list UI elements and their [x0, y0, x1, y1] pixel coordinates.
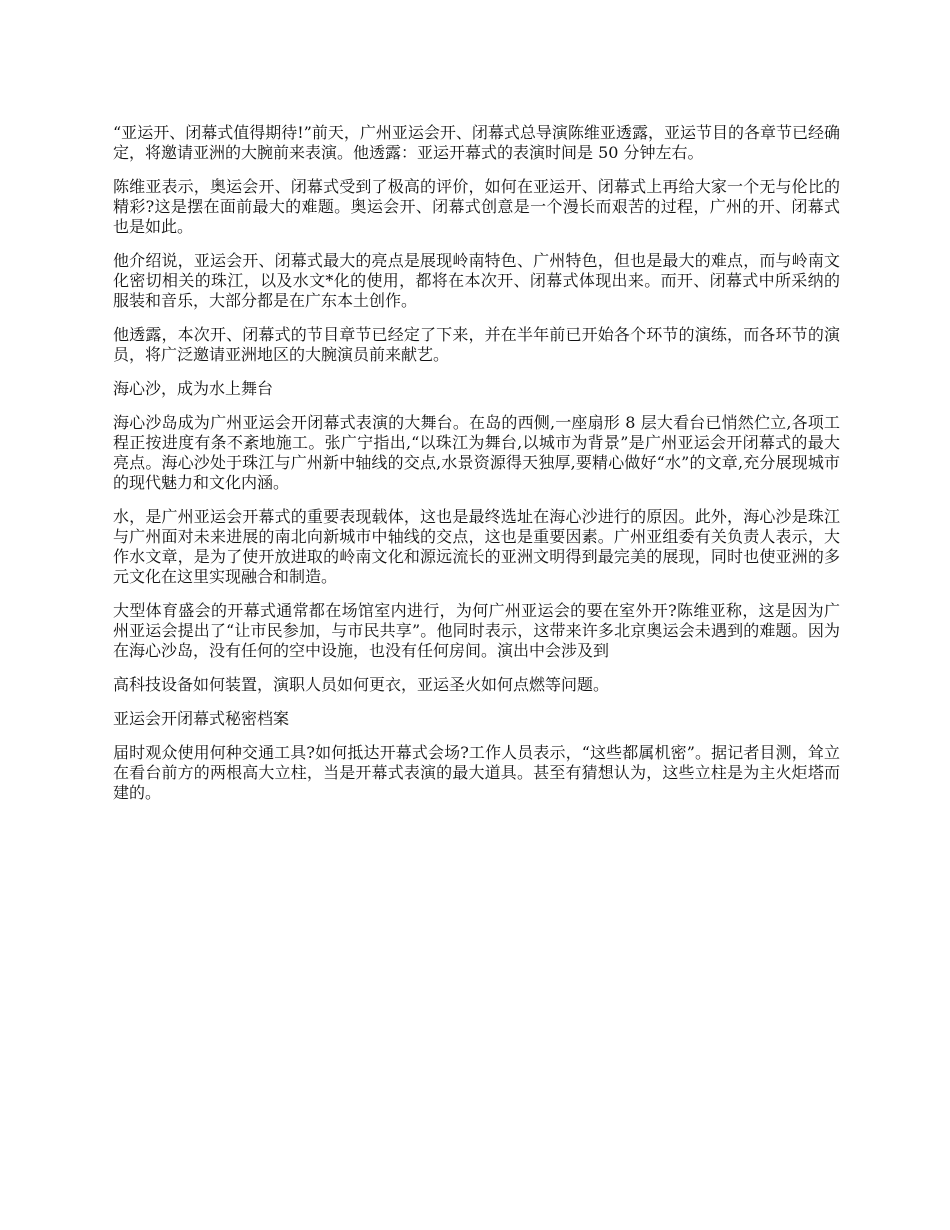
paragraph-outdoor: 大型体育盛会的开幕式通常都在场馆室内进行，为何广州亚运会的要在室外开?陈维亚称，这是因为广州亚运会提出了“让市民参加，与市民共享”。他同时表示，这带来许多北京奥运会未遇到的难题。因为在海心沙岛，没有任何的空中设施，也没有任何房间。演出中会涉及到 — [113, 601, 840, 660]
section-heading-secret: 亚运会开闭幕式秘密档案 — [113, 709, 290, 728]
section-heading-haixinsha: 海心沙，成为水上舞台 — [113, 379, 274, 398]
paragraph-intro: “亚运开、闭幕式值得期待!”前天，广州亚运会开、闭幕式总导演陈维亚透露，亚运节目的各章节已经确定，将邀请亚洲的大腕前来表演。他透露：亚运开幕式的表演时间是 50 分钟左右。 — [113, 123, 840, 162]
paragraph-secret: 届时观众使用何种交通工具?如何抵达开幕式会场?工作人员表示，“这些都属机密”。据记者目测，耸立在看台前方的两根高大立柱，当是开幕式表演的最大道具。甚至有猜想认为，这些立柱是为主火炬塔而建的。 — [113, 743, 840, 802]
paragraph-stage: 海心沙岛成为广州亚运会开闭幕式表演的大舞台。在岛的西侧,一座扇形 8 层大看台已悄然伫立,各项工程正按进度有条不紊地施工。张广宁指出,“以珠江为舞台,以城市为背景”是广州亚运会开闭幕式的最大亮点。海心沙处于珠江与广州新中轴线的交点,水景资源得天独厚,要精心做好“水”的文章,充分展现城市的现代魅力和文化内涵。 — [113, 413, 840, 492]
paragraph-highlights: 他介绍说，亚运会开、闭幕式最大的亮点是展现岭南特色、广州特色，但也是最大的难点，而与岭南文化密切相关的珠江，以及水文*化的使用，都将在本次开、闭幕式体现出来。而开、闭幕式中所采纳的服装和音乐，大部分都是在广东本土创作。 — [113, 251, 840, 310]
paragraph-rehearsal: 他透露，本次开、闭幕式的节目章节已经定了下来，并在半年前已开始各个环节的演练，而各环节的演员，将广泛邀请亚洲地区的大腕演员前来献艺。 — [113, 325, 840, 364]
paragraph-challenge: 陈维亚表示，奥运会开、闭幕式受到了极高的评价，如何在亚运开、闭幕式上再给大家一个无与伦比的精彩?这是摆在面前最大的难题。奥运会开、闭幕式创意是一个漫长而艰苦的过程，广州的开、闭幕式也是如此。 — [113, 177, 840, 236]
paragraph-tech: 高科技设备如何装置，演职人员如何更衣，亚运圣火如何点燃等问题。 — [113, 675, 610, 694]
document-page — [113, 123, 840, 817]
paragraph-water: 水，是广州亚运会开幕式的重要表现载体，这也是最终选址在海心沙进行的原因。此外，海心沙是珠江与广州面对未来进展的南北向新城市中轴线的交点，这也是重要因素。广州亚组委有关负责人表示，大作水文章，是为了使开放进取的岭南文化和源远流长的亚洲文明得到最完美的展现，同时也使亚洲的多元文化在这里实现融合和制造。 — [113, 507, 840, 586]
